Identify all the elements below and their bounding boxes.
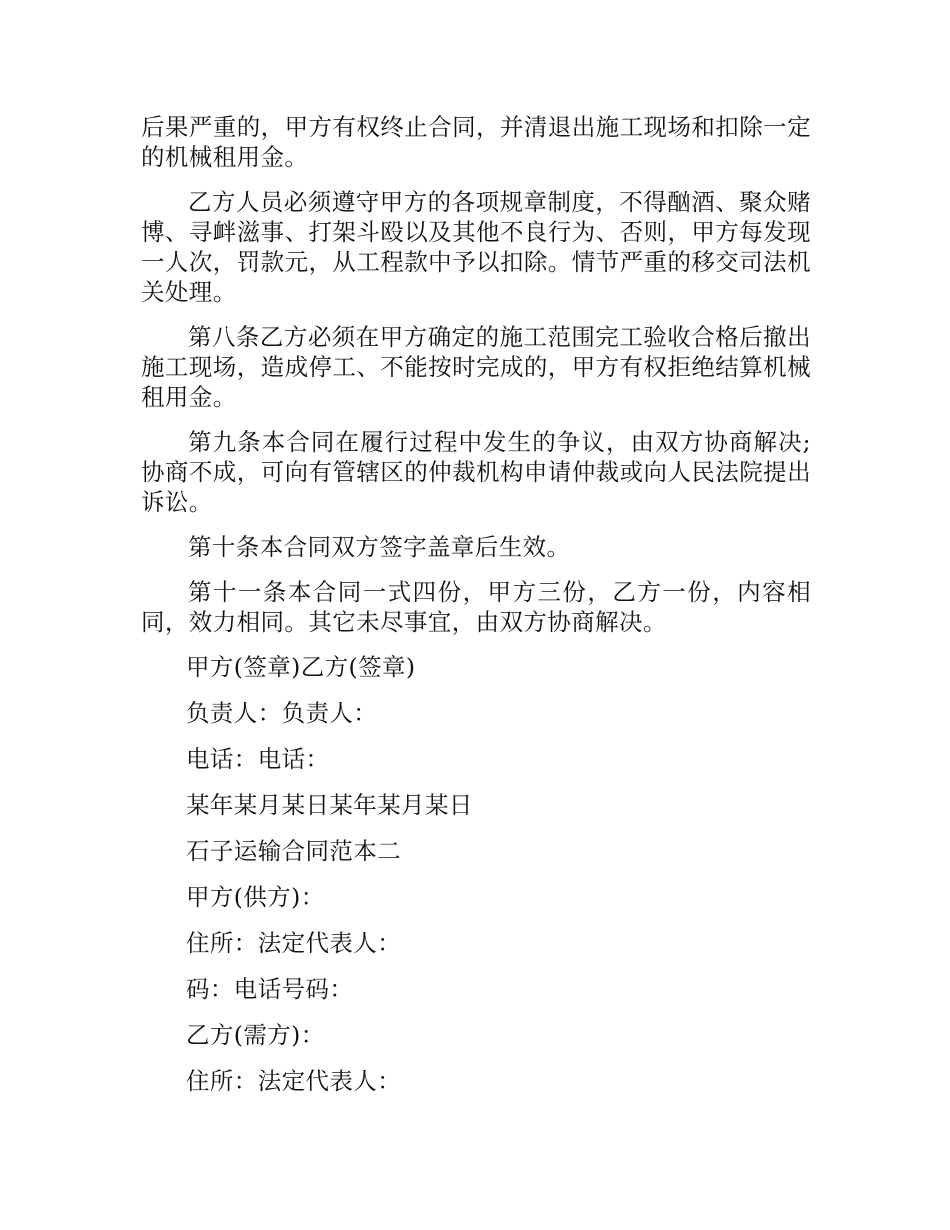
section-title: 石子运输合同范本二 — [186, 837, 402, 865]
paragraph-consequence: 后果严重的，甲方有权终止合同，并清退出施工现场和扣除一定的机械租用金。 — [141, 113, 811, 171]
signature-line: 甲方(签章)乙方(签章) — [186, 653, 416, 681]
date-line: 某年某月某日某年某月某日 — [186, 791, 473, 819]
responsible-person-line: 负责人：负责人： — [186, 699, 378, 727]
paragraph-article-10: 第十条本合同双方签字盖章后生效。 — [188, 533, 571, 561]
paragraph-article-8: 第八条乙方必须在甲方确定的施工范围完工验收合格后撤出施工现场，造成停工、不能按时完成的，甲方有权拒绝结算机械租用金。 — [141, 323, 811, 411]
phone-line: 电话：电话： — [186, 745, 330, 773]
paragraph-article-11: 第十一条本合同一式四份，甲方三份，乙方一份，内容相同，效力相同。其它未尽事宜，由双方协商解决。 — [141, 578, 811, 636]
party-a-address-line: 住所：法定代表人： — [186, 929, 402, 957]
party-b-address-line: 住所：法定代表人： — [186, 1067, 402, 1095]
document-body — [141, 112, 811, 1112]
party-a-code-phone-line: 码：电话号码： — [186, 975, 354, 1003]
party-a-supplier-line: 甲方(供方)： — [186, 883, 325, 911]
paragraph-article-9: 第九条本合同在履行过程中发生的争议，由双方协商解决;协商不成，可向有管辖区的仲裁机构申请仲裁或向人民法院提出诉讼。 — [141, 428, 811, 516]
paragraph-personnel-rules: 乙方人员必须遵守甲方的各项规章制度，不得酗酒、聚众赌博、寻衅滋事、打架斗殴以及其他不良行为、否则，甲方每发现一人次，罚款元，从工程款中予以扣除。情节严重的移交司法机关处理。 — [141, 188, 811, 306]
party-b-buyer-line: 乙方(需方)： — [186, 1021, 325, 1049]
